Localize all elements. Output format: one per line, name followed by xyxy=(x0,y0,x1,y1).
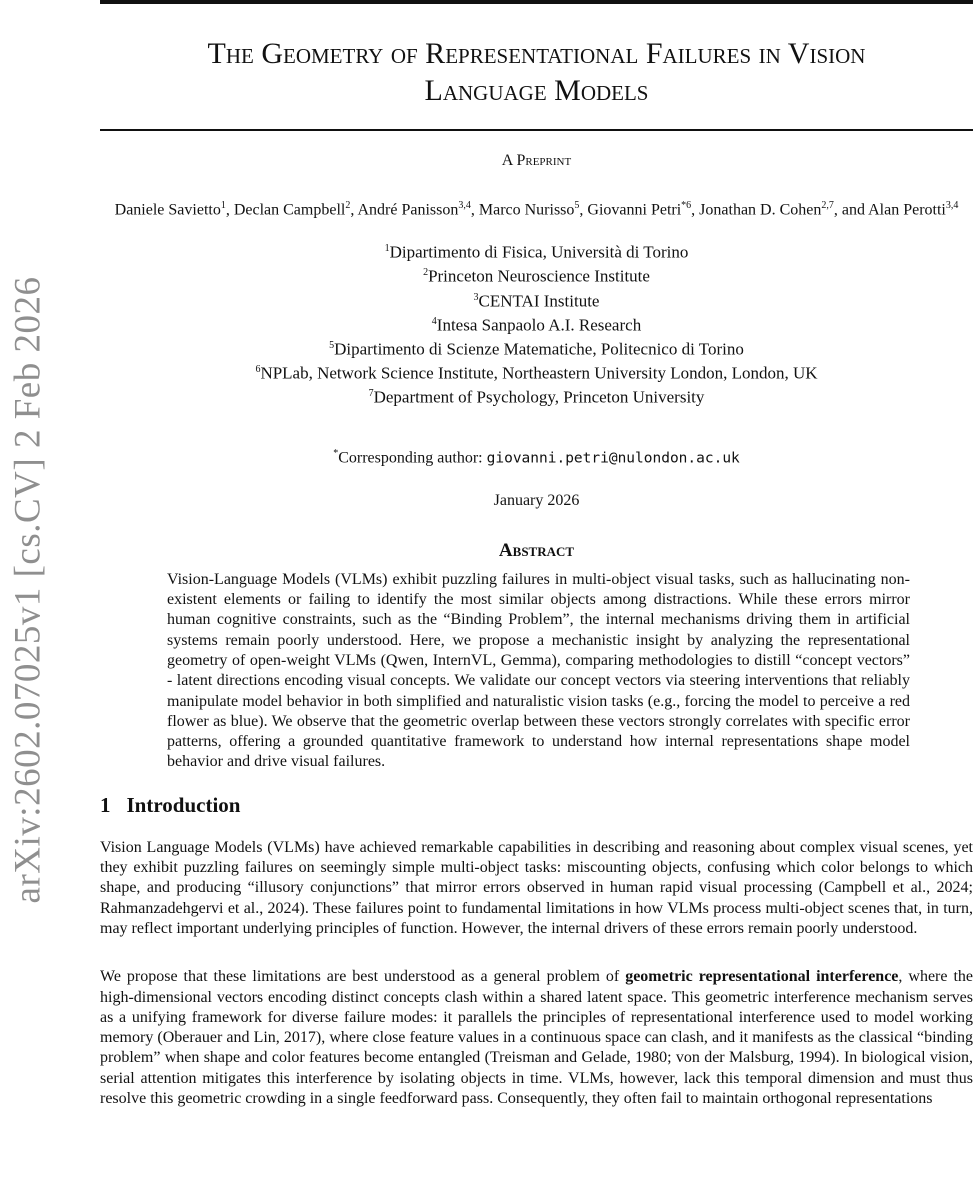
paragraph-2-start: We propose that these limitations are best understood as a general problem of xyxy=(100,968,626,986)
preprint-label: A Preprint xyxy=(501,152,572,169)
paragraph-2-rest: , where the high-dimensional vectors encoding distinct concepts clash within a shared latent space. This geometric interference mechanism serves as a unifying framework for diverse failure modes: it parallels the principles of representational interference used to model working memory (Oberauer and Lin, 2017), where close feature values in a continuous space can clash, and it manifests as the classical “binding problem” when shape and color features become entangled (Treisman and Gelade, 1980; von der Malsburg, 1994). In biological vision, serial attention mitigates this interference by isolating objects in time. VLMs, however, lack this temporal dimension and must thus resolve this geometric crowding in a single feedforward pass. Consequently, they often fail to maintain orthogonal representations xyxy=(100,968,974,1107)
arxiv-watermark: arXiv:2602.07025v1 [cs.CV] 2 Feb 2026 xyxy=(7,276,49,904)
corresponding-marker: * xyxy=(333,448,339,460)
title-bottom-rule xyxy=(100,129,973,131)
affiliation-marker: 3 xyxy=(473,291,479,303)
affiliation-text: Princeton Neuroscience Institute xyxy=(428,267,650,287)
paper-page xyxy=(100,0,973,1125)
paper-title xyxy=(100,35,973,109)
affiliation-marker: 7 xyxy=(368,388,374,400)
author-name: Daniele Savietto xyxy=(114,201,221,219)
author-affiliation-marker: 2 xyxy=(345,200,351,211)
author-separator: , xyxy=(579,201,588,219)
affiliation-marker: 5 xyxy=(329,339,335,351)
title-top-rule xyxy=(100,0,973,4)
affiliation-item xyxy=(100,360,973,384)
affiliation-text: Dipartimento di Fisica, Università di Torino xyxy=(389,242,689,262)
section-title: Introduction xyxy=(126,792,241,817)
author-affiliation-marker: 5 xyxy=(574,200,580,211)
author-separator: , xyxy=(470,201,479,219)
affiliation-marker: 6 xyxy=(255,364,261,376)
affiliation-text: Department of Psychology, Princeton University xyxy=(373,387,705,407)
abstract-text: Vision-Language Models (VLMs) exhibit puzzling failures in multi-object visual tasks, such as hallucinating non-existent elements or failing to identify the most similar objects among distractions. While these errors mirror human cognitive constraints, such as the “Binding Problem”, the internal mechanisms driving them in artificial systems remain poorly understood. Here, we propose a mechanistic insight by analyzing the representational geometry of open-weight VLMs (Qwen, InternVL, Gemma), comparing methodologies to distill “concept vectors” - latent directions encoding visual concepts. We validate our concept vectors via steering interventions that reliably manipulate model behavior in both simplified and naturalistic vision tasks (e.g., forcing the model to perceive a red flower as blue). We observe that the geometric overlap between these vectors strongly correlates with specific error patterns, offering a grounded quantitative framework to understand how internal representations shape model behavior and drive visual failures. xyxy=(167,570,910,771)
author-separator: , xyxy=(691,201,700,219)
author-affiliation-marker: *6 xyxy=(681,200,692,211)
affiliation-item xyxy=(100,384,973,408)
title-line-1: The Geometry of Representational Failures in Vision xyxy=(207,37,866,70)
publication-date: January 2026 xyxy=(493,491,580,509)
author-affiliation-marker: 2,7 xyxy=(821,200,834,211)
affiliation-item xyxy=(100,336,973,360)
section-number: 1 xyxy=(100,792,111,817)
author-separator: , xyxy=(350,201,358,219)
author-list xyxy=(100,196,973,219)
affiliation-marker: 1 xyxy=(384,243,390,255)
intro-paragraph-1: Vision Language Models (VLMs) have achieved remarkable capabilities in describing and reasoning about complex visual scenes, yet they exhibit puzzling failures on seemingly simple multi-object tasks: miscounting objects, confusing which color belongs to which shape, and producing “illusory conjunctions” that mirror errors observed in human rapid visual processing (Campbell et al., 2024; Rahmanzadehgervi et al., 2024). These failures point to fundamental limitations in how VLMs process multi-object scenes that, in turn, may reflect important underlying principles of function. However, the internal drivers of these errors remain poorly understood. xyxy=(100,838,973,937)
author-name: Marco Nurisso xyxy=(478,201,575,219)
author-name: Declan Campbell xyxy=(233,201,346,219)
affiliation-text: NPLab, Network Science Institute, Northeastern University London, London, UK xyxy=(260,363,818,383)
title-line-2: Language Models xyxy=(424,74,649,107)
affiliation-text: CENTAI Institute xyxy=(478,291,600,311)
paragraph-2-bold-term: geometric representational interference xyxy=(625,968,899,986)
author-name: André Panisson xyxy=(357,201,459,219)
affiliation-marker: 4 xyxy=(431,315,437,327)
affiliation-item xyxy=(100,288,973,312)
affiliation-item xyxy=(100,263,973,287)
author-name: Alan Perotti xyxy=(868,201,946,219)
author-affiliation-marker: 3,4 xyxy=(945,200,959,211)
affiliation-list xyxy=(100,239,973,408)
author-separator: , xyxy=(225,201,234,219)
affiliation-text: Intesa Sanpaolo A.I. Research xyxy=(436,315,642,335)
affiliation-text: Dipartimento di Scienze Matematiche, Politecnico di Torino xyxy=(334,339,744,359)
corresponding-author xyxy=(100,448,973,467)
intro-paragraph-2 xyxy=(100,967,973,1109)
section-heading xyxy=(100,793,973,818)
author-separator: , and xyxy=(833,201,869,219)
affiliation-item xyxy=(100,312,973,336)
affiliation-item xyxy=(100,239,973,263)
corresponding-label: Corresponding author: xyxy=(338,449,487,467)
affiliation-marker: 2 xyxy=(423,267,429,279)
corresponding-email[interactable]: giovanni.petri@nulondon.ac.uk xyxy=(486,450,740,467)
author-name: Jonathan D. Cohen xyxy=(699,201,822,219)
author-name: Giovanni Petri xyxy=(587,201,682,219)
author-affiliation-marker: 1 xyxy=(220,200,226,211)
author-affiliation-marker: 3,4 xyxy=(458,200,471,211)
abstract-heading: Abstract xyxy=(498,539,575,561)
